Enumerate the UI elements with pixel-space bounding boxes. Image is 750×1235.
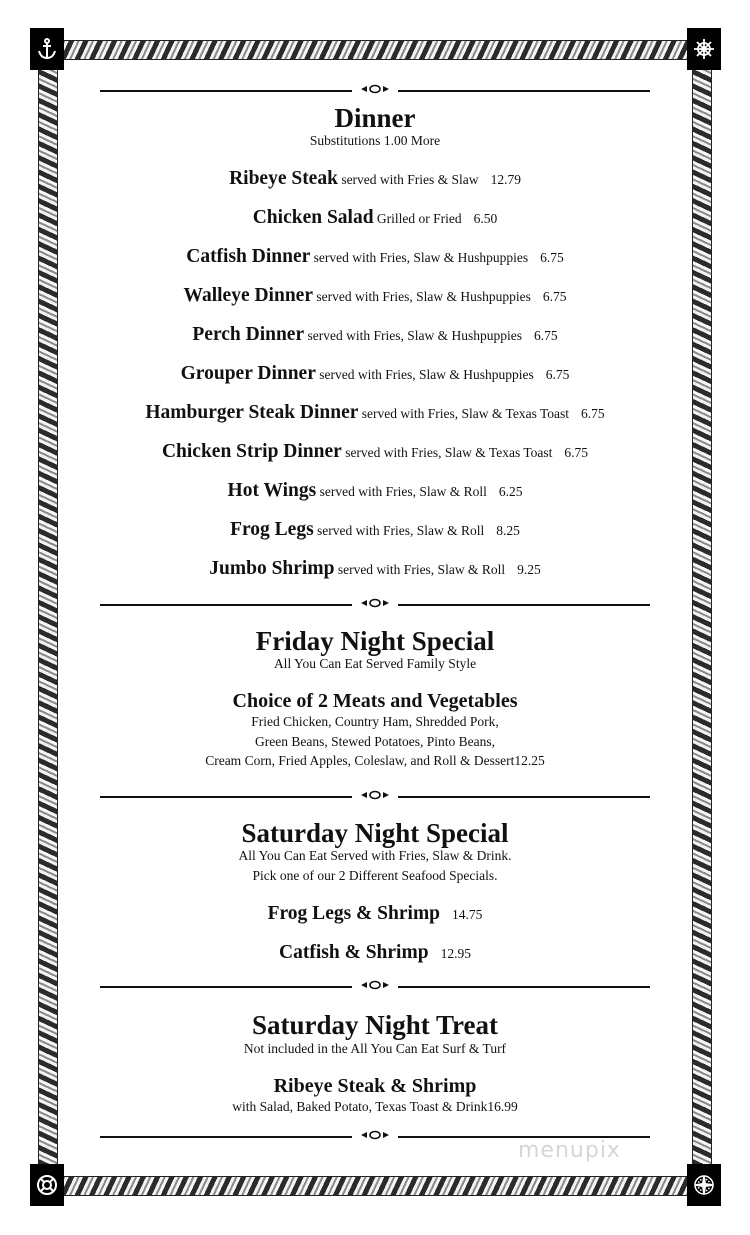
item-price: 6.25 [498, 484, 523, 499]
saturday-treat-heading: Ribeye Steak & Shrimp [273, 1075, 477, 1097]
section-divider [100, 792, 650, 802]
friday-line [0, 751, 750, 771]
item-price: 6.75 [540, 250, 564, 265]
life-ring-icon [30, 1164, 64, 1206]
item-name: Chicken Salad [252, 207, 374, 228]
item-price: 6.75 [542, 289, 567, 304]
menu-item [0, 439, 750, 466]
item-name: Frog Legs & Shrimp [267, 903, 441, 924]
item-price: 6.50 [473, 211, 498, 226]
saturday-treat-desc [0, 1097, 750, 1117]
friday-heading: Choice of 2 Meats and Vegetables [232, 690, 518, 712]
friday-price: 12.25 [514, 753, 545, 768]
saturday-treat-title: Saturday Night Treat [251, 1010, 499, 1040]
compass-icon [687, 1164, 721, 1206]
menu-item [0, 166, 750, 193]
item-name: Perch Dinner [192, 324, 305, 345]
friday-title: Friday Night Special [255, 626, 495, 656]
menu-item [0, 901, 750, 928]
item-name: Hamburger Steak Dinner [145, 402, 359, 423]
item-desc: Grilled or Fried [376, 211, 462, 226]
item-desc: served with Fries, Slaw & Hushpuppies [307, 328, 522, 343]
menu-item [0, 205, 750, 232]
item-name: Hot Wings [227, 480, 317, 501]
saturday-treat-subtitle: Not included in the All You Can Eat Surf & Turf [243, 1041, 507, 1056]
treat-desc-text: with Salad, Baked Potato, Texas Toast & Drink [232, 1099, 488, 1114]
item-name: Walleye Dinner [183, 285, 313, 306]
item-price: 6.75 [545, 367, 570, 382]
rope-border-bottom [40, 1176, 710, 1196]
item-desc: served with Fries & Slaw [341, 172, 479, 187]
item-name: Frog Legs [230, 519, 314, 540]
section-divider [100, 982, 650, 992]
item-price: 12.95 [440, 946, 471, 961]
item-name: Jumbo Shrimp [209, 558, 335, 579]
item-desc: served with Fries, Slaw & Hushpuppies [316, 289, 531, 304]
menu-item [0, 400, 750, 427]
friday-line-text: Cream Corn, Fried Apples, Coleslaw, and Roll & Dessert [205, 753, 515, 768]
item-desc: served with Fries, Slaw & Texas Toast [361, 406, 570, 421]
saturday-special-title: Saturday Night Special [241, 818, 509, 848]
friday-subtitle: All You Can Eat Served Family Style [273, 656, 477, 671]
item-desc: served with Fries, Slaw & Roll [337, 562, 506, 577]
item-desc: served with Fries, Slaw & Hushpuppies [313, 250, 529, 265]
friday-line: Fried Chicken, Country Ham, Shredded Pork, [251, 714, 499, 729]
item-price: 6.75 [564, 445, 589, 460]
item-name: Grouper Dinner [180, 363, 316, 384]
menu-item [0, 478, 750, 505]
friday-line: Green Beans, Stewed Potatoes, Pinto Beans, [255, 734, 495, 749]
anchor-icon [30, 28, 64, 70]
menu-item [0, 283, 750, 310]
menu-item [0, 322, 750, 349]
dinner-title: Dinner [334, 103, 416, 133]
saturday-special-line: All You Can Eat Served with Fries, Slaw & Drink. [238, 848, 512, 863]
item-desc: served with Fries, Slaw & Roll [317, 523, 485, 538]
menu-item [0, 517, 750, 544]
item-desc: served with Fries, Slaw & Hushpuppies [319, 367, 534, 382]
menu-item [0, 940, 750, 967]
section-divider [100, 86, 650, 96]
item-price: 6.75 [581, 406, 605, 421]
item-price: 12.79 [490, 172, 521, 187]
menu-item [0, 244, 750, 271]
item-price: 9.25 [517, 562, 541, 577]
item-price: 14.75 [452, 907, 483, 922]
item-price: 6.75 [533, 328, 558, 343]
item-name: Ribeye Steak [229, 168, 338, 189]
item-price: 8.25 [496, 523, 520, 538]
rope-border-top [40, 40, 710, 60]
item-name: Catfish & Shrimp [279, 942, 429, 963]
menu-item [0, 361, 750, 388]
item-name: Chicken Strip Dinner [161, 441, 342, 462]
item-desc: served with Fries, Slaw & Texas Toast [345, 445, 553, 460]
section-divider [100, 600, 650, 610]
ship-wheel-icon [687, 28, 721, 70]
treat-price: 16.99 [487, 1099, 518, 1114]
menu-item [0, 556, 750, 583]
dinner-subtitle: Substitutions 1.00 More [309, 133, 441, 148]
saturday-special-line: Pick one of our 2 Different Seafood Specials. [252, 868, 498, 883]
watermark: menupix [518, 1138, 621, 1163]
item-desc: served with Fries, Slaw & Roll [319, 484, 487, 499]
item-name: Catfish Dinner [186, 246, 311, 267]
